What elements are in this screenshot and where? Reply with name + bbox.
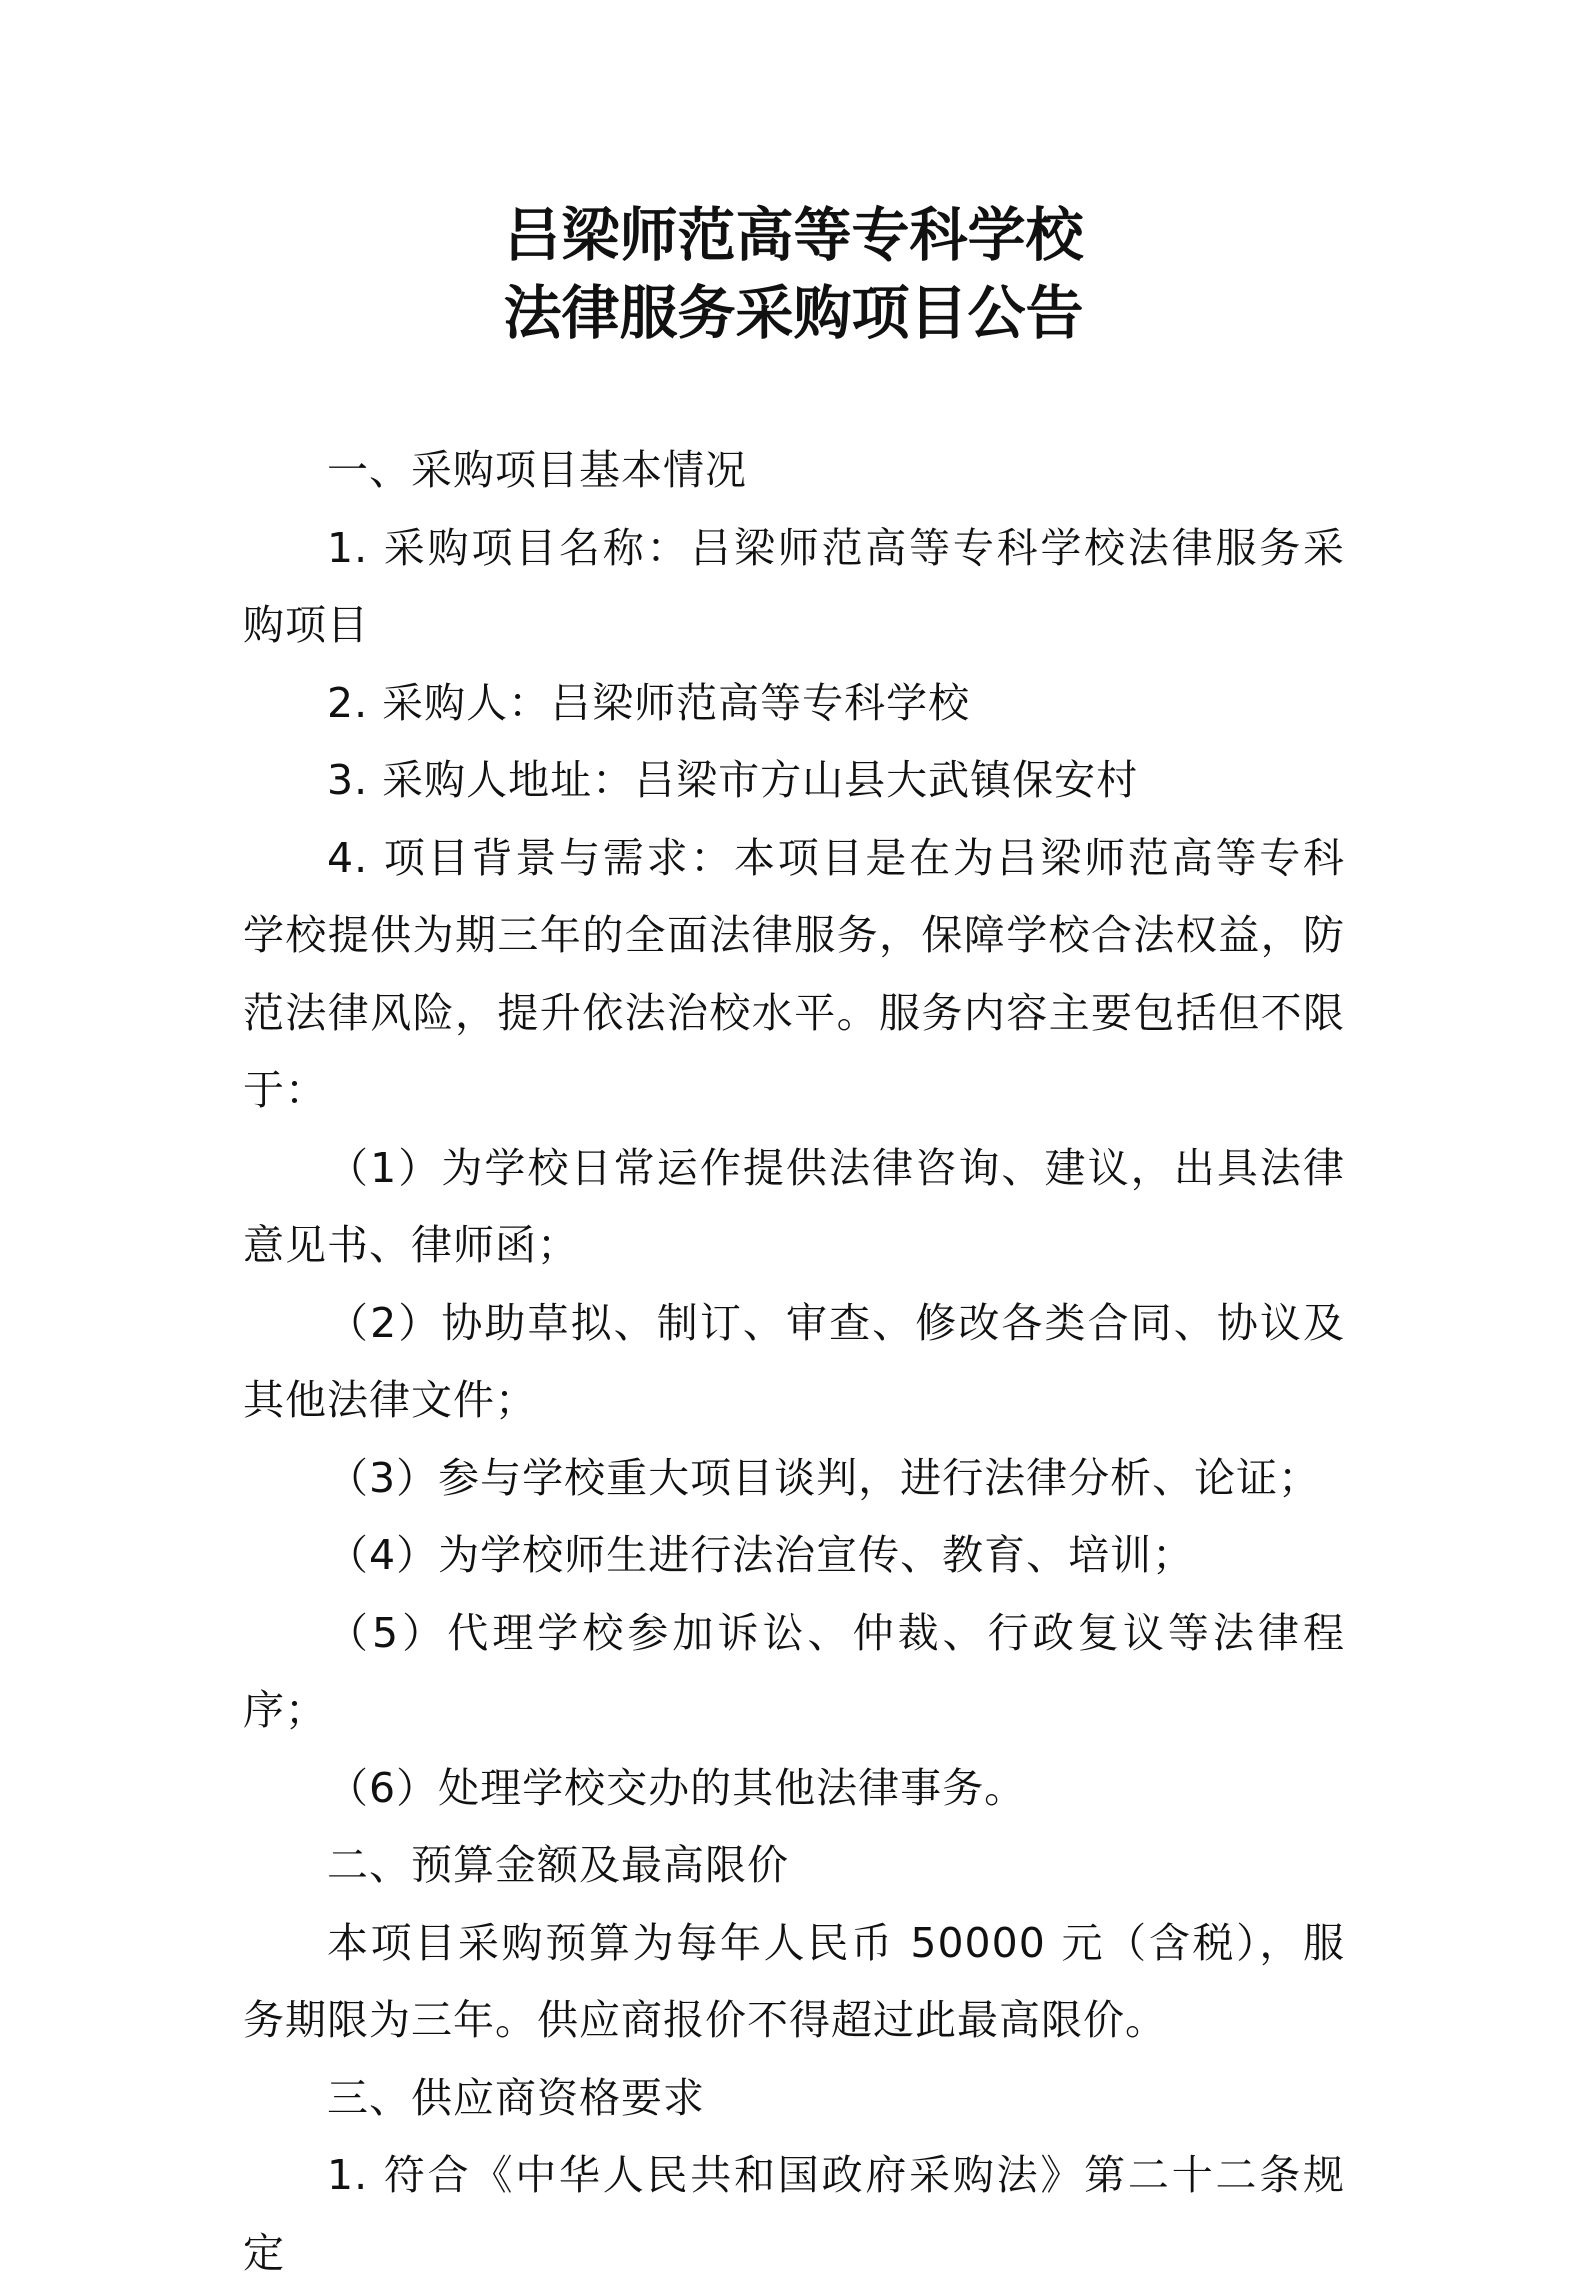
paragraph-project-name: 1. 采购项目名称：吕梁师范高等专科学校法律服务采购项目	[243, 523, 1345, 649]
service-item-6: （6）处理学校交办的其他法律事务。	[327, 1763, 1027, 1812]
paragraph-background: 4. 项目背景与需求：本项目是在为吕梁师范高等专科学校提供为期三年的全面法律服务，保障学校合法权益，防范法律风险，提升依法治校水平。服务内容主要包括但不限于：	[243, 833, 1345, 1114]
paragraph-qualification-1: 1. 符合《中华人民共和国政府采购法》第二十二条规定	[243, 2151, 1345, 2277]
service-item-1: （1）为学校日常运作提供法律咨询、建议，出具法律意见书、律师函；	[243, 1143, 1345, 1269]
document-body	[243, 432, 1345, 2292]
paragraph-purchaser: 2. 采购人：吕梁师范高等专科学校	[327, 678, 971, 727]
service-item-4: （4）为学校师生进行法治宣传、教育、培训；	[327, 1531, 1195, 1579]
document-title	[0, 196, 1587, 352]
section-heading-qualifications: 三、供应商资格要求	[327, 2073, 705, 2122]
paragraph-budget: 本项目采购预算为每年人民币 50000 元（含税），服务期限为三年。供应商报价不得超过此最高限价。	[243, 1918, 1345, 2044]
service-item-3: （3）参与学校重大项目谈判，进行法律分析、论证；	[327, 1453, 1321, 1502]
title-line-1: 吕梁师范高等专科学校	[503, 201, 1084, 269]
paragraph-purchaser-address: 3. 采购人地址：吕梁市方山县大武镇保安村	[327, 756, 1139, 804]
title-line-2: 法律服务采购项目公告	[503, 279, 1084, 347]
section-heading-basic-info: 一、采购项目基本情况	[327, 446, 747, 494]
service-item-2: （2）协助草拟、制订、审查、修改各类合同、协议及其他法律文件；	[243, 1298, 1345, 1424]
section-heading-budget: 二、预算金额及最高限价	[327, 1841, 789, 1889]
service-item-5: （5）代理学校参加诉讼、仲裁、行政复议等法律程序；	[243, 1608, 1345, 1734]
